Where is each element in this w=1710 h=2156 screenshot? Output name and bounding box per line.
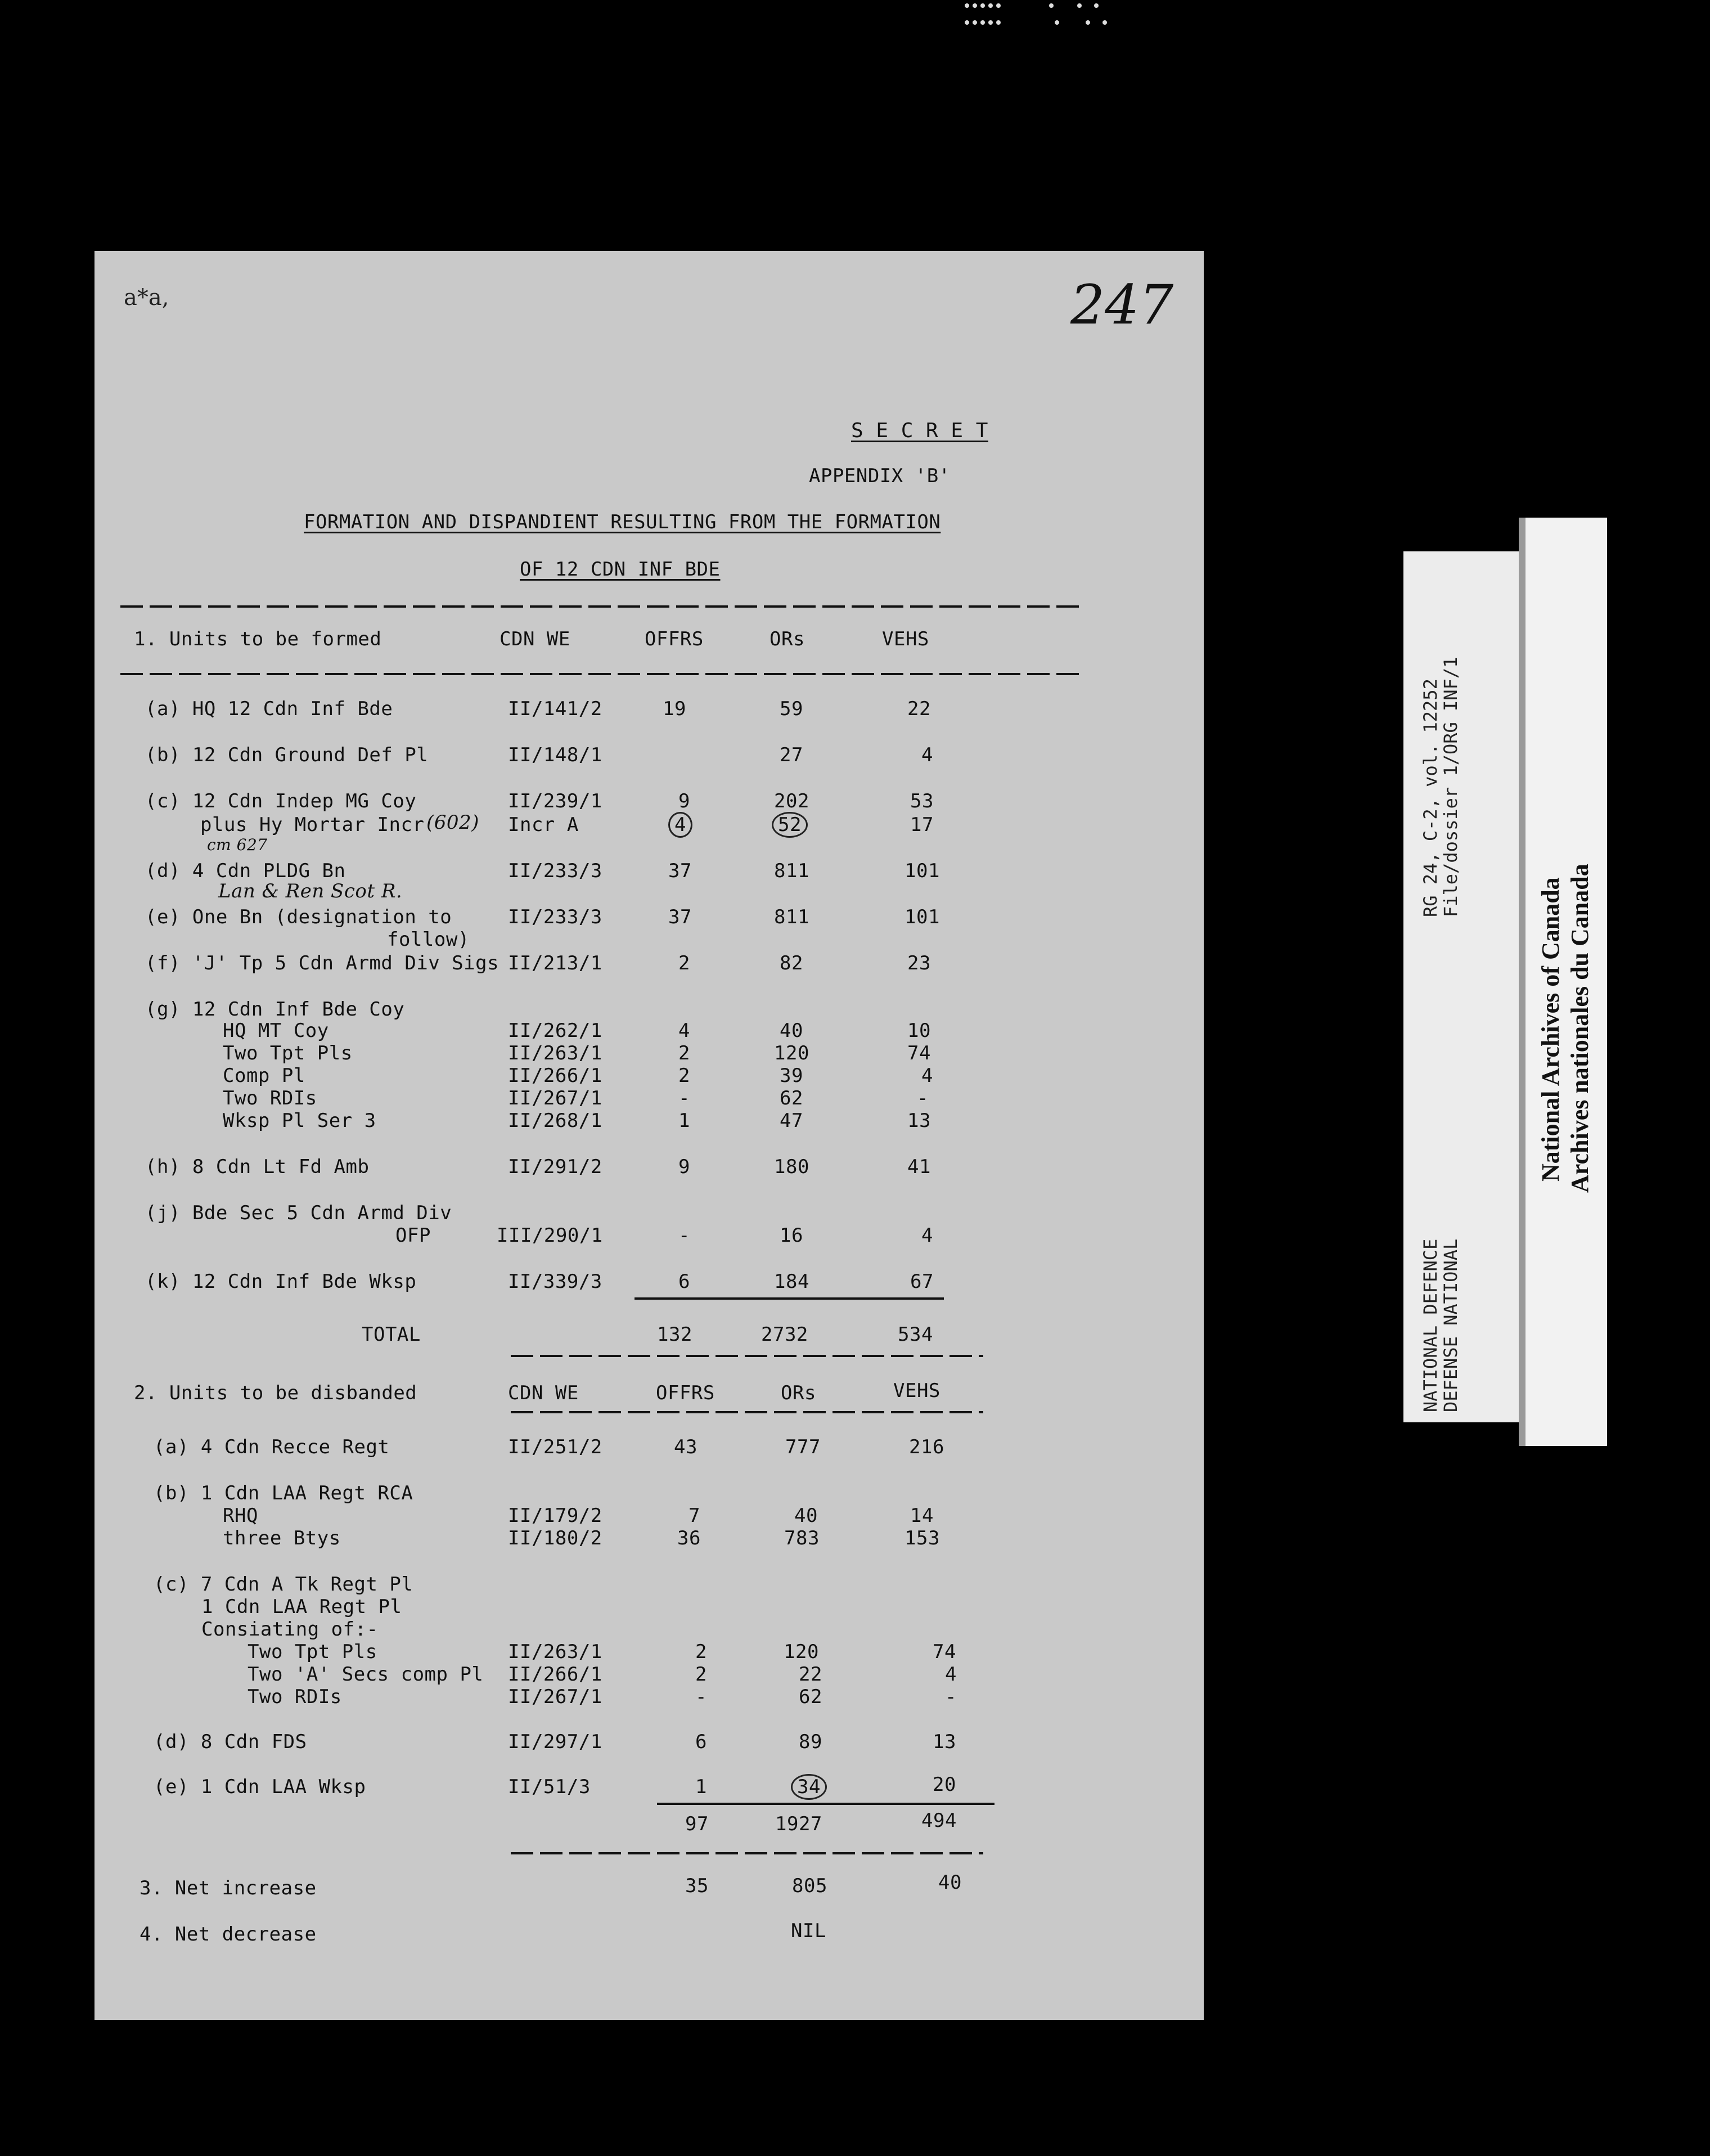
archive-ref-line-1: RG 24, C-2, vol. 12252	[1420, 679, 1441, 917]
row-ors: 184	[774, 1270, 809, 1293]
row-we: II/267/1	[508, 1087, 602, 1110]
film-edge-marks	[965, 0, 1117, 29]
row-label: (k) 12 Cdn Inf Bde Wksp	[145, 1270, 417, 1293]
net-increase-vehs: 40	[938, 1871, 962, 1894]
row-vehs: 4	[921, 1224, 933, 1247]
section1-total-vehs: 534	[898, 1323, 933, 1346]
row-ors: 811	[774, 860, 809, 882]
section2-col-ors: ORs	[781, 1382, 816, 1404]
subtotal-rule-2	[657, 1803, 994, 1805]
row-offrs: 19	[663, 698, 686, 720]
national-archives-label	[1519, 518, 1607, 1446]
row-vehs: 67	[910, 1270, 934, 1293]
archives-name-en: National Archives of Canada	[1537, 877, 1564, 1182]
row-vehs: 74	[907, 1042, 931, 1064]
row-ors: 777	[785, 1436, 821, 1458]
document-title-line-2: OF 12 CDN INF BDE	[520, 558, 721, 581]
row-vehs: 13	[933, 1731, 956, 1753]
row-vehs: -	[945, 1686, 957, 1708]
row-vehs: 216	[909, 1436, 944, 1458]
row-vehs: 23	[907, 952, 931, 974]
row-offrs: 9	[678, 790, 690, 812]
section2-total-offrs: 97	[685, 1813, 709, 1835]
page-number: 247	[1070, 273, 1174, 336]
document-page	[94, 251, 1204, 2020]
row-ors: 40	[780, 1019, 803, 1042]
row-offrs: 2	[695, 1663, 707, 1686]
row-we: II/268/1	[508, 1110, 602, 1132]
row-we: II/267/1	[508, 1686, 602, 1708]
row-label: Comp Pl	[223, 1064, 305, 1087]
row-we: III/290/1	[497, 1224, 603, 1247]
row-vehs: 13	[907, 1110, 931, 1132]
row-vehs: 53	[910, 790, 934, 812]
row-we: II/262/1	[508, 1019, 602, 1042]
row-we: II/263/1	[508, 1641, 602, 1663]
row-vehs: 22	[907, 698, 931, 720]
classification: S E C R E T	[851, 419, 988, 442]
row-ors: 120	[774, 1042, 809, 1064]
row-label: OFP	[395, 1224, 431, 1247]
section2-total-vehs: 494	[921, 1809, 957, 1832]
section1-total-label: TOTAL	[362, 1323, 421, 1346]
archive-ref-line-3: NATIONAL DEFENCE	[1420, 1238, 1441, 1412]
row-offrs: 37	[668, 906, 692, 928]
row-offrs: 2	[678, 1064, 690, 1087]
row-vehs: -	[917, 1087, 929, 1110]
section1-col-offrs: OFFRS	[645, 628, 704, 650]
row-offrs: 1	[678, 1110, 690, 1132]
row-label: (j) Bde Sec 5 Cdn Armd Div	[145, 1202, 452, 1224]
row-offrs: 37	[668, 860, 692, 882]
row-label: RHQ	[223, 1504, 258, 1527]
row-offrs: 2	[695, 1641, 707, 1663]
row-label: HQ MT Coy	[223, 1019, 329, 1042]
row-ors: 783	[784, 1527, 820, 1549]
archive-ref-line-4: DEFENSE NATIONAL	[1440, 1238, 1461, 1412]
section2-col-vehs: VEHS	[893, 1380, 940, 1402]
row-ors: 16	[780, 1224, 803, 1247]
row-vehs: 17	[910, 814, 934, 836]
row-we: II/266/1	[508, 1064, 602, 1087]
row-label: Two RDIs	[248, 1686, 342, 1708]
row-vehs: 4	[921, 744, 933, 766]
row-vehs: 41	[907, 1156, 931, 1178]
total-rule-2	[511, 1852, 983, 1854]
row-we: II/239/1	[508, 790, 602, 812]
row-ors: 62	[780, 1087, 803, 1110]
section2-col-offrs: OFFRS	[656, 1382, 715, 1404]
row-ors: 59	[780, 698, 803, 720]
section1-col-ors: ORs	[770, 628, 805, 650]
row-vehs: 10	[907, 1019, 931, 1042]
row-ors: 89	[799, 1731, 822, 1753]
net-increase-offrs: 35	[685, 1875, 709, 1897]
row-offrs: 2	[678, 1042, 690, 1064]
row-offrs: -	[695, 1686, 707, 1708]
row-ors: 39	[780, 1064, 803, 1087]
corner-marks: a*a,	[124, 285, 169, 311]
row-label: Wksp Pl Ser 3	[223, 1110, 376, 1132]
row-ors: 40	[794, 1504, 818, 1527]
row-offrs: 6	[695, 1731, 707, 1753]
row-we: II/233/3	[508, 860, 602, 882]
row-label: (g) 12 Cdn Inf Bde Coy	[145, 998, 405, 1021]
rule-top	[120, 605, 1080, 608]
row-offrs: 7	[688, 1504, 700, 1527]
row-vehs: 153	[904, 1527, 940, 1549]
row-label: Two RDIs	[223, 1087, 317, 1110]
section1-total-ors: 2732	[761, 1323, 808, 1346]
row-label: plus Hy Mortar Incr	[200, 814, 425, 836]
row-label: (b) 1 Cdn LAA Regt RCA	[154, 1482, 413, 1504]
row-vehs: 101	[904, 906, 940, 928]
row-vehs: 14	[910, 1504, 934, 1527]
row-ors: 34	[791, 1774, 827, 1800]
row-label: Two Tpt Pls	[248, 1641, 377, 1663]
row-we: II/339/3	[508, 1270, 602, 1293]
row-label: (f) 'J' Tp 5 Cdn Armd Div Sigs	[145, 952, 500, 974]
row-we: II/297/1	[508, 1731, 602, 1753]
row-offrs: 9	[678, 1156, 690, 1178]
section1-total-offrs: 132	[657, 1323, 692, 1346]
row-ors: 202	[774, 790, 809, 812]
net-increase-label: 3. Net increase	[140, 1877, 317, 1899]
row-we: II/263/1	[508, 1042, 602, 1064]
row-we: II/148/1	[508, 744, 602, 766]
net-decrease-ors: NIL	[791, 1920, 826, 1942]
row-vehs: 4	[921, 1064, 933, 1087]
row-ors: 27	[780, 744, 803, 766]
row-ors: 52	[772, 812, 808, 838]
row-we: II/51/3	[508, 1776, 591, 1798]
handwritten-note: Lan & Ren Scot R.	[218, 880, 403, 902]
archive-reference-label	[1403, 551, 1522, 1422]
row-label: follow)	[387, 928, 470, 951]
row-we: II/141/2	[508, 698, 602, 720]
row-ors: 47	[780, 1110, 803, 1132]
section2-col-we: CDN WE	[508, 1382, 579, 1404]
row-offrs: 43	[674, 1436, 698, 1458]
row-label: (c) 7 Cdn A Tk Regt Pl	[154, 1573, 413, 1596]
row-label: (h) 8 Cdn Lt Fd Amb	[145, 1156, 370, 1178]
row-we: II/179/2	[508, 1504, 602, 1527]
handwritten-note: cm 627	[207, 836, 268, 854]
row-we: II/213/1	[508, 952, 602, 974]
row-offrs: 4	[668, 812, 692, 838]
rule-header	[120, 673, 1080, 675]
row-ors: 180	[774, 1156, 809, 1178]
row-label: 1 Cdn LAA Regt Pl	[201, 1596, 402, 1618]
row-label: Two Tpt Pls	[223, 1042, 353, 1064]
row-label: three Btys	[223, 1527, 341, 1549]
row-offrs: 1	[695, 1776, 707, 1798]
row-offrs: 6	[678, 1270, 690, 1293]
row-ors: 62	[799, 1686, 822, 1708]
row-label: (e) 1 Cdn LAA Wksp	[154, 1776, 366, 1798]
section2-total-ors: 1927	[775, 1813, 822, 1835]
row-offrs: 36	[677, 1527, 701, 1549]
row-we: II/291/2	[508, 1156, 602, 1178]
section1-col-we: CDN WE	[500, 628, 570, 650]
row-ors: 811	[774, 906, 809, 928]
total-rule	[511, 1355, 983, 1357]
row-label: (a) HQ 12 Cdn Inf Bde	[145, 698, 393, 720]
row-offrs: 2	[678, 952, 690, 974]
row-offrs: -	[678, 1224, 690, 1247]
row-offrs: -	[678, 1087, 690, 1110]
net-increase-ors: 805	[792, 1875, 827, 1897]
row-we: II/233/3	[508, 906, 602, 928]
archives-name-fr: Archives nationales du Canada	[1566, 864, 1594, 1193]
row-vehs: 101	[904, 860, 940, 882]
section1-col-vehs: VEHS	[882, 628, 929, 650]
row-ors: 82	[780, 952, 803, 974]
row-offrs: 4	[678, 1019, 690, 1042]
document-title-line-1: FORMATION AND DISPANDIENT RESULTING FROM THE FORMATION	[304, 511, 941, 533]
row-we: Incr A	[508, 814, 579, 836]
rule-header-2	[511, 1411, 983, 1413]
row-label: (b) 12 Cdn Ground Def Pl	[145, 744, 429, 766]
row-label: (d) 4 Cdn PLDG Bn	[145, 860, 346, 882]
appendix-label: APPENDIX 'B'	[809, 465, 951, 487]
row-label: Two 'A' Secs comp Pl	[248, 1663, 484, 1686]
row-we: II/266/1	[508, 1663, 602, 1686]
row-label: (c) 12 Cdn Indep MG Coy	[145, 790, 417, 812]
row-we: II/251/2	[508, 1436, 602, 1458]
row-ors: 120	[784, 1641, 819, 1663]
row-vehs: 20	[933, 1773, 956, 1796]
net-decrease-label: 4. Net decrease	[140, 1923, 317, 1946]
row-label: (d) 8 Cdn FDS	[154, 1731, 307, 1753]
row-label: (e) One Bn (designation to	[145, 906, 452, 928]
archive-ref-line-2: File/dossier 1/ORG INF/1	[1440, 657, 1461, 917]
row-vehs: 4	[945, 1663, 957, 1686]
subtotal-rule	[634, 1297, 944, 1300]
row-vehs: 74	[933, 1641, 956, 1663]
row-we: II/180/2	[508, 1527, 602, 1549]
row-label: (a) 4 Cdn Recce Regt	[154, 1436, 390, 1458]
row-label: Consiating of:-	[201, 1618, 379, 1641]
row-ors: 22	[799, 1663, 822, 1686]
section1-heading: 1. Units to be formed	[134, 628, 382, 650]
handwritten-note: (602)	[426, 811, 479, 834]
section2-heading: 2. Units to be disbanded	[134, 1382, 417, 1404]
